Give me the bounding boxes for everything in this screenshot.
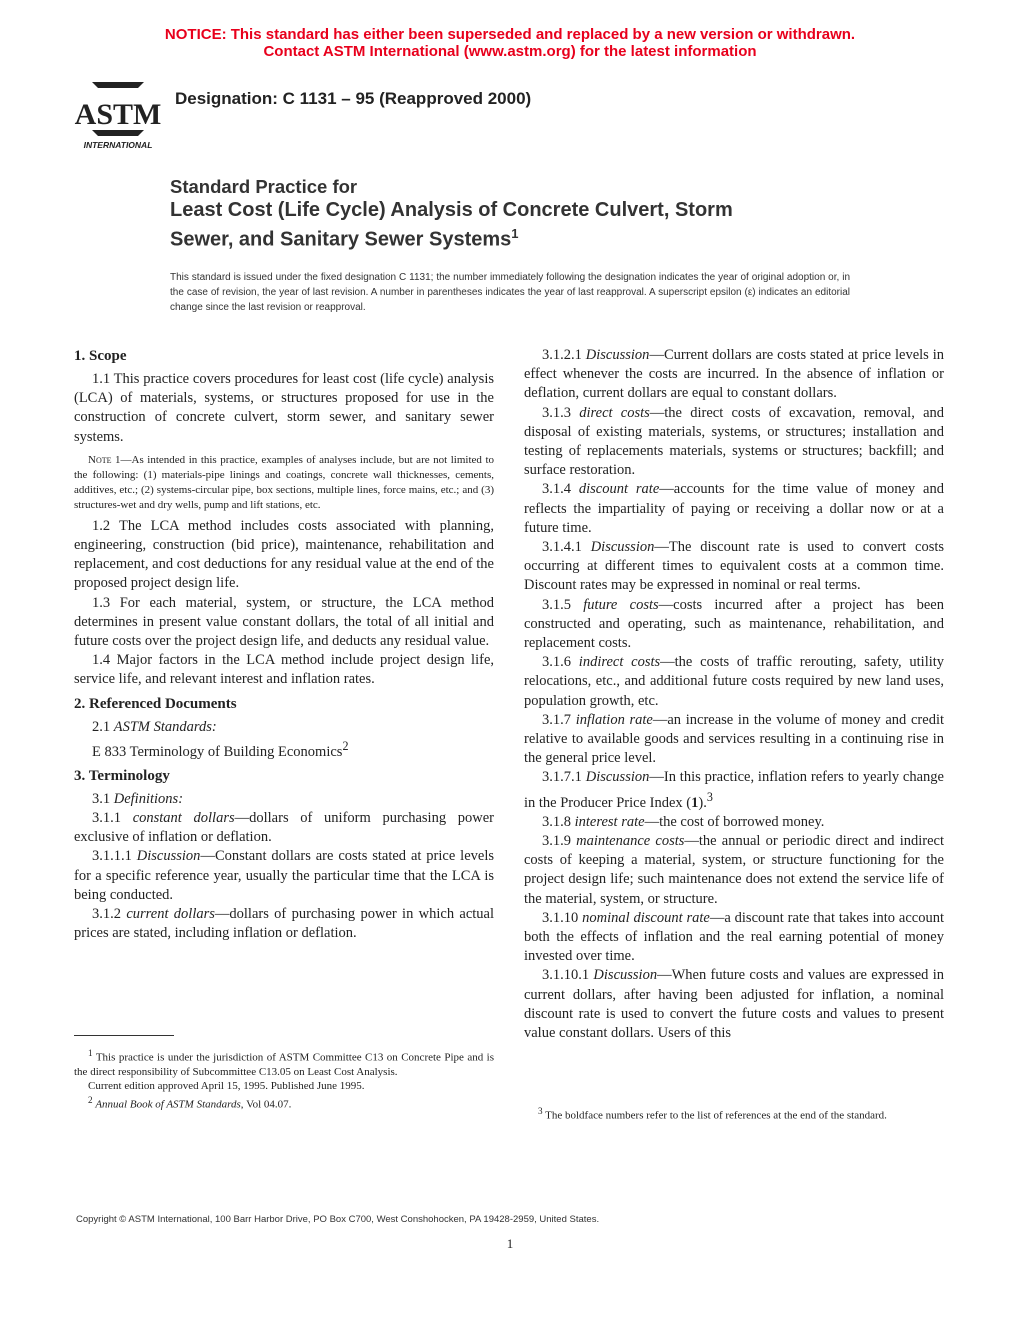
left-column <box>74 346 494 944</box>
title-line-2: Least Cost (Life Cycle) Analysis of Concrete Culvert, Storm <box>170 199 733 221</box>
definition-inflation-rate: 3.1.7 inflation rate—an increase in the volume of money and credit relative to available goods and services resulting in a continuing rise in the general price level. <box>524 711 945 767</box>
issue-statement: This standard is issued under the fixed designation C 1131; the number immediately following the designation indicates the year of original adoption or, in the case of revision, the year of last revision. A number in parentheses indicates the year of last reapproval. A superscript epsilon (ε) indicates an editorial change since the last revision or reapproval. <box>170 272 850 313</box>
document-title <box>170 176 870 252</box>
title-line-3: Sewer, and Sanitary Sewer Systems <box>170 228 512 251</box>
definition-discount-rate: 3.1.4 discount rate—accounts for the time value of money and reflects the impartiality of paying or receiving a dollar now or at a future time. <box>524 481 944 536</box>
definition-current-dollars: 3.1.2 current dollars—dollars of purchasing power in which actual prices are stated, including inflation or deflation. <box>74 906 495 942</box>
footnote-2: $^2$ Annual Book of ASTM Standards, Vol 04.07. <box>88 1094 292 1111</box>
discussion-3-1-2-1: 3.1.2.1 Discussion—Current dollars are costs stated at price levels in effect whenever the costs are incurred. In the absence of inflation or deflation, current dollars are equal to constant dollars. <box>524 347 944 402</box>
paragraph-1-2: 1.2 The LCA method includes costs associated with planning, engineering, construction (bid price), maintenance, rehabilitation and replacement, and cost deductions for any residual value at the end of the proposed project design life. <box>74 517 494 592</box>
note-text: 1—As intended in this practice, examples of analyses include, but are not limited to the following: (1) materials-pipe linings and coatings, concrete wall thicknesses, cements, additives, etc.; (2) systems-circular pipe, box sections, multiple lines, force mains, etc.; and (3) structures-wet and dry wells, pump and lift stations, etc. <box>74 453 494 511</box>
note-1 <box>74 453 494 513</box>
paragraph-1-4: 1.4 Major factors in the LCA method include project design life, service life, and relevant interest and inflation rates. <box>74 652 494 688</box>
footnote-1: $^1$ This practice is under the jurisdiction of ASTM Committee C13 on Concrete Pipe and is the direct responsibility of Subcommittee C13.05 on Least Cost Analysis. <box>74 1048 494 1078</box>
right-footnotes <box>524 1104 944 1123</box>
discussion-3-1-4-1: 3.1.4.1 Discussion—The discount rate is used to convert costs occurring at different times to equivalent costs at a common time. Discount rates may be expressed in nominal or real terms. <box>524 539 945 594</box>
notice-line-1: NOTICE: This standard has either been superseded and replaced by a new version or withdrawn. <box>164 26 856 43</box>
definition-nominal-discount-rate: 3.1.10 nominal discount rate—a discount rate that takes into account both the effects of inflation and the real earning potential of money invested over time. <box>524 909 944 965</box>
astm-logo <box>72 74 164 152</box>
discussion-3-1-7-1: 3.1.7.1 Discussion—In this practice, inflation refers to yearly change in the Producer Price Index (1).$^3$ <box>524 769 944 811</box>
definition-indirect-costs: 3.1.6 indirect costs—the costs of traffic rerouting, safety, utility relocations, etc., and additional future costs required by new land uses, population growth, etc. <box>524 654 945 709</box>
reference-e833: E 833 Terminology of Building Economics$^2$ <box>92 738 349 760</box>
page-number: 1 <box>506 1236 514 1251</box>
paragraph-1-1: 1.1 This practice covers procedures for least cost (life cycle) analysis (LCA) of materials, systems, or structures proposed for use in the construction of concrete culvert, storm sewer, and sanitary sewer systems. <box>74 371 494 445</box>
title-line-1: Standard Practice for <box>170 176 358 197</box>
footnote-1-edition: Current edition approved April 15, 1995. Published June 1995. <box>88 1079 365 1092</box>
discussion-3-1-10-1: 3.1.10.1 Discussion—When future costs and values are expressed in current dollars, after having been adjusted for inflation, a nominal discount rate is used to convert the future costs and values to present value constant dollars. Users of this <box>524 967 945 1041</box>
section-heading-referenced-documents: 2. Referenced Documents <box>74 695 237 712</box>
footnote-3: $^3$ The boldface numbers refer to the list of references at the end of the standard. <box>538 1106 887 1122</box>
title-footnote-mark: 1 <box>511 226 519 241</box>
right-column <box>524 346 944 1043</box>
paragraph-1-3: 1.3 For each material, system, or structure, the LCA method determines in present value constant dollars, the total of all initial and future costs over the project design life, and deducts any residual value. <box>74 594 494 650</box>
logo-letters: ASTM <box>74 98 162 131</box>
withdrawal-notice <box>0 26 1020 60</box>
definition-maintenance-costs: 3.1.9 maintenance costs—the annual or periodic direct and indirect costs of keeping a material, system, or structure functioning for the project design life; such maintenance does not extend the service life of the material, system, or structure. <box>524 832 944 907</box>
logo-subtext: INTERNATIONAL <box>83 140 153 150</box>
definition-constant-dollars: 3.1.1 constant dollars—dollars of uniform purchasing power exclusive of inflation or deflation. <box>74 810 495 846</box>
definition-future-costs: 3.1.5 future costs—costs incurred after a project has been constructed and operating, such as maintenance, rehabilitation, and replacement costs. <box>524 596 944 652</box>
paragraph-3-1: 3.1 Definitions: <box>92 790 184 807</box>
section-heading-terminology: 3. Terminology <box>74 767 170 784</box>
paragraph-2-1: 2.1 ASTM Standards: <box>92 718 217 735</box>
left-footnotes <box>74 1035 494 1111</box>
copyright-line: Copyright © ASTM International, 100 Barr Harbor Drive, PO Box C700, West Conshohocken, PA 19428-2959, United States. <box>76 1214 600 1225</box>
footnote-rule <box>74 1035 174 1036</box>
definition-direct-costs: 3.1.3 direct costs—the direct costs of excavation, removal, and disposal of existing materials, systems, or structures; installation and testing of replacements materials, systems or structures; backfill; and surface restoration. <box>524 404 945 479</box>
notice-line-2: Contact ASTM International (www.astm.org) for the latest information <box>263 43 757 60</box>
discussion-3-1-1-1: 3.1.1.1 Discussion—Constant dollars are costs stated at price levels for a specific reference year, usually the particular time that the LCA is being conducted. <box>74 848 495 903</box>
section-heading-scope: 1. Scope <box>74 348 127 364</box>
designation: Designation: C 1131 – 95 (Reapproved 2000) <box>175 89 532 108</box>
definition-interest-rate: 3.1.8 interest rate—the cost of borrowed money. <box>542 813 825 830</box>
note-label: Note <box>88 453 112 466</box>
